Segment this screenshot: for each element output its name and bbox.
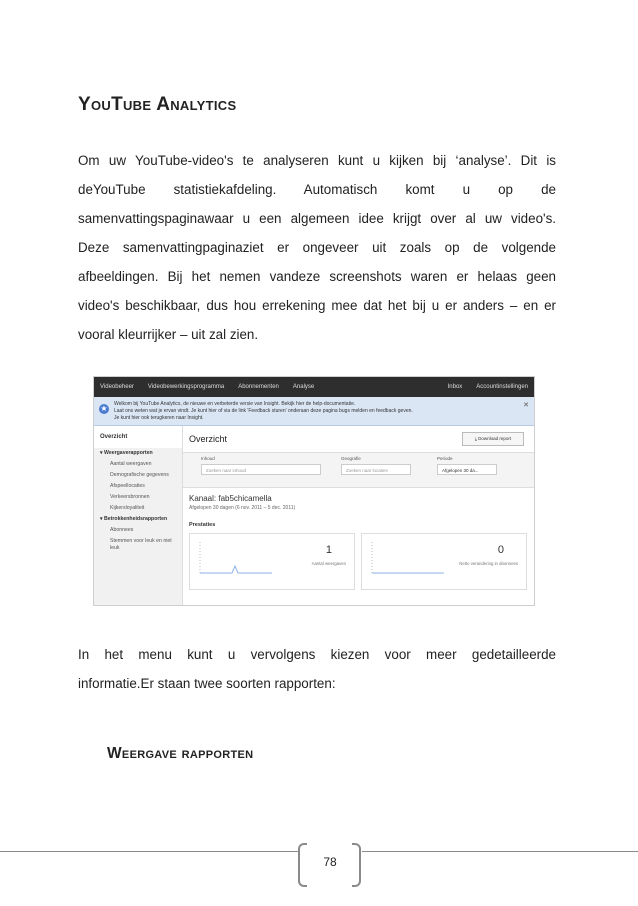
filter-label: Geografie	[341, 456, 361, 461]
metric-label: Aantal weergaven	[311, 561, 346, 566]
left-bracket	[298, 843, 307, 887]
period-select: Afgelopen 30 da...	[437, 464, 497, 475]
page-title: Overzicht	[189, 434, 228, 444]
nav-item: Inbox	[447, 384, 463, 390]
metric-value: 0	[497, 544, 504, 556]
filter-label: Inhoud	[201, 456, 215, 461]
filter-bar	[183, 452, 534, 488]
sidebar-item: Aantal weergaven	[110, 461, 152, 467]
filter-label: Periode	[437, 456, 453, 461]
text-line: samenvattingspaginawaar u een algemeen idee krijgt over al uw video's.	[78, 211, 556, 226]
star-icon: ★	[100, 404, 108, 413]
subsection-heading: Weergave rapporten	[107, 745, 254, 762]
download-label: Download report	[478, 436, 512, 441]
sparkline	[368, 540, 448, 580]
channel-name: Kanaal: fab5chicamella	[189, 494, 272, 503]
metric-label: Netto verandering in abonnees	[459, 561, 518, 566]
section-heading: YouTube Analytics	[78, 94, 237, 115]
text-line: Om uw YouTube-video's te analyseren kunt u kijken bij ‘analyse’. Dit is	[78, 153, 556, 168]
banner-line: Welkom bij YouTube Analytics, de nieuwe en verbeterde versie van Insight. Bekijk hier de help-documentatie.	[114, 401, 356, 407]
metric-card-views	[189, 533, 355, 590]
sidebar-item: Kijkersloyaliteit	[110, 505, 145, 511]
download-report-button	[462, 432, 524, 446]
text-line: Deze samenvattingpaginaziet er ongeveer uit zoals op de volgende	[78, 240, 556, 255]
date-range: Afgelopen 30 dagen (6 nov. 2011 – 5 dec. 2011)	[189, 505, 296, 511]
sidebar	[94, 426, 183, 605]
sidebar-item: Stemmen voor leuk en niet leuk	[110, 538, 172, 551]
nav-item: Videobewerkingsprogramma	[147, 384, 225, 390]
welcome-banner	[94, 397, 534, 426]
nav-item: Accountinstellingen	[476, 384, 528, 390]
intro-paragraph	[78, 146, 556, 349]
text-line: In het menu kunt u vervolgens kiezen voor meer gedetailleerde	[78, 647, 556, 662]
metric-card-subscribers	[361, 533, 527, 590]
text-line: informatie.Er staan twee soorten rapporten:	[78, 676, 336, 691]
sidebar-item: Abonnees	[110, 527, 134, 533]
banner-line: Je kunt hier ook terugkeren naar Insight.	[114, 415, 204, 421]
nav-item: Videobeheer	[100, 384, 134, 390]
sidebar-item: Verkeersbronnen	[110, 494, 150, 500]
page-number: 78	[323, 855, 337, 869]
sidebar-item: Demografische gegevens	[110, 472, 169, 478]
sidebar-item-overzicht: Overzicht	[94, 426, 182, 448]
download-icon: ⤓	[474, 436, 479, 441]
sparkline	[196, 540, 276, 580]
close-icon: ✕	[523, 402, 529, 409]
right-bracket	[352, 843, 361, 887]
top-nav-bar	[94, 377, 534, 397]
nav-item: Analyse	[292, 384, 315, 390]
text-line: vooral kleurrijker – uit zal zien.	[78, 327, 259, 342]
text-line: video's beschikbaar, dus hou errekening mee dat het bij u er anders – en er	[78, 298, 556, 313]
text-line: afbeeldingen. Bij het nemen vandeze screenshots waren er helaas geen	[78, 269, 556, 284]
content-search-field: Zoeken naar inhoud	[201, 464, 321, 475]
nav-item: Abonnementen	[238, 384, 279, 390]
sidebar-group: ▾ Weergaverapporten	[100, 450, 153, 456]
sidebar-group: ▾ Betrokkenheidsrapporten	[100, 516, 168, 522]
main-panel	[183, 426, 534, 605]
banner-line: Laat ons weten wat je ervan vindt. Je kunt hier of via de link 'Feedback sturen' onderaan deze pagina bugs melden en feedback geven.	[114, 408, 413, 414]
sidebar-item: Afspeellocaties	[110, 483, 145, 489]
location-search-field: Zoeken naar locaties	[341, 464, 411, 475]
metric-value: 1	[325, 544, 332, 556]
text-line: deYouTube statistiekafdeling. Automatisch komt u op de	[78, 182, 556, 197]
section-title: Prestaties	[189, 522, 216, 528]
menu-paragraph	[78, 640, 556, 698]
youtube-analytics-screenshot	[93, 376, 535, 606]
